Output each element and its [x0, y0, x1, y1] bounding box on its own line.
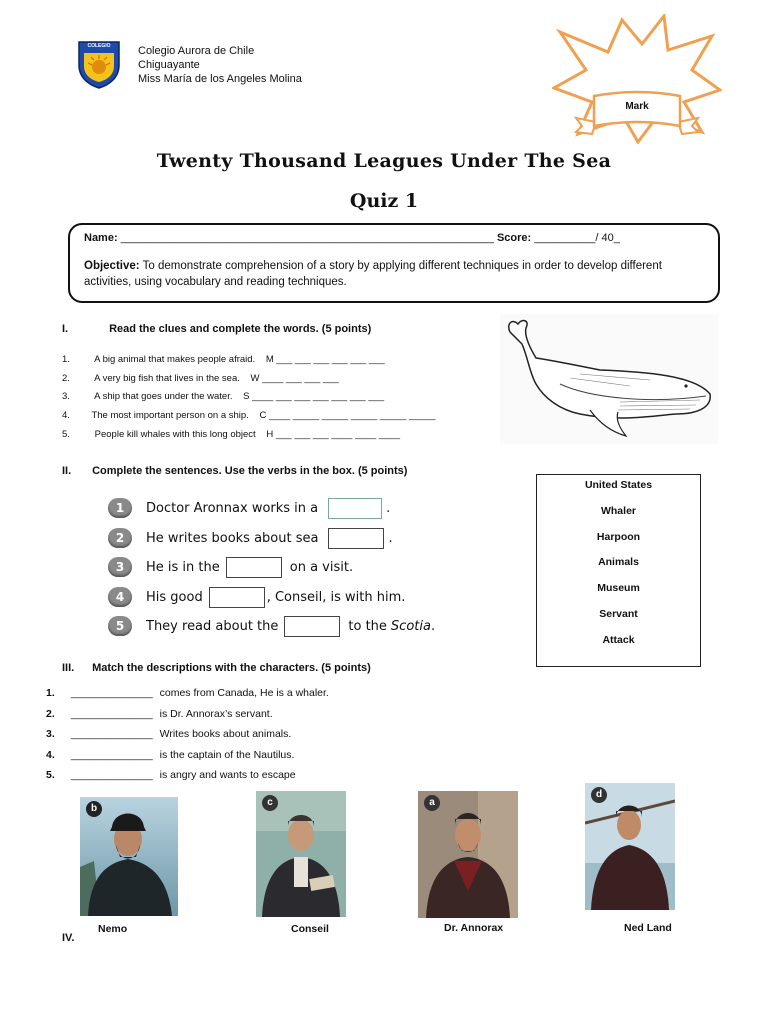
sentence-text: He writes books about sea — [146, 530, 319, 546]
match-blank[interactable]: ______________ — [70, 769, 153, 781]
objective-text: To demonstrate comprehension of a story by applying different techniques in order to develop different activities, using vocabulary and reading techniques. — [84, 260, 662, 288]
section-1-numeral: I. — [62, 323, 69, 335]
answer-box[interactable] — [209, 587, 265, 608]
answer-box[interactable] — [284, 616, 340, 637]
match-text: is the captain of the Nautilus. — [159, 749, 295, 761]
word-box-item: Servant — [599, 608, 638, 620]
word-box — [536, 474, 701, 667]
clue-number: 1. — [62, 354, 70, 365]
clue-number: 4. — [62, 410, 70, 421]
match-blank[interactable]: ______________ — [70, 708, 153, 720]
clue-row — [62, 354, 385, 365]
section-1-heading — [62, 323, 371, 335]
logo-text: COLEGIO — [87, 43, 111, 49]
match-row — [46, 687, 329, 699]
match-text: is Dr. Annorax’s servant. — [159, 708, 273, 720]
character-image-nemo — [80, 797, 178, 916]
clue-answer-blanks[interactable]: S ____ ___ ___ ___ ___ ___ ___ — [243, 391, 385, 402]
word-box-item: United States — [584, 479, 653, 491]
clue-row — [62, 429, 400, 440]
teacher-name: Miss María de los Angeles Molina — [138, 73, 302, 85]
match-blank[interactable]: ______________ — [70, 749, 153, 761]
name-label: Name: — [84, 232, 118, 244]
clue-text: People kill whales with this long object — [94, 429, 256, 440]
name-field[interactable]: _____________________________________________________________ — [120, 232, 494, 244]
sentence-end: on a visit. — [289, 559, 354, 575]
section-3-instruction: Match the descriptions with the characters. (5 points) — [92, 662, 371, 674]
match-text: Writes books about animals. — [159, 728, 292, 740]
answer-box[interactable] — [226, 557, 282, 578]
sentence-text: They read about the — [146, 618, 279, 634]
section-3-heading — [62, 662, 371, 674]
school-logo — [76, 39, 122, 89]
school-name: Colegio Aurora de Chile — [138, 45, 255, 57]
character-letter-badge: b — [86, 801, 102, 817]
sentence-row — [108, 497, 390, 519]
match-number: 2. — [46, 708, 55, 720]
clue-answer-blanks[interactable]: W ____ ___ ___ ___ — [250, 373, 339, 384]
sentence-row — [108, 527, 393, 549]
character-letter-badge: c — [262, 795, 278, 811]
mark-label: Mark — [625, 101, 649, 112]
match-number: 5. — [46, 769, 55, 781]
word-box-item: Attack — [602, 634, 635, 646]
sentence-row — [108, 556, 353, 578]
sentence-end: , Conseil, is with him. — [266, 589, 406, 605]
answer-box[interactable] — [328, 498, 382, 519]
clue-number: 3. — [62, 391, 70, 402]
quiz-title: Quiz 1 — [349, 190, 419, 212]
section-1-instruction: Read the clues and complete the words. (5 points) — [109, 323, 372, 335]
clue-text: The most important person on a ship. — [91, 410, 249, 421]
clue-answer-blanks[interactable]: H ___ ___ ___ ____ ____ ____ — [266, 429, 400, 440]
character-name-dr-annorax: Dr. Annorax — [444, 922, 504, 934]
score-field[interactable]: __________/ 40_ — [534, 232, 620, 244]
section-4-numeral: IV. — [62, 932, 75, 944]
match-blank[interactable]: ______________ — [70, 728, 153, 740]
sentence-text: to the — [348, 618, 387, 634]
character-image-ned-land — [585, 783, 675, 910]
section-2-instruction: Complete the sentences. Use the verbs in the box. (5 points) — [92, 465, 408, 477]
sentence-text: His good — [146, 589, 203, 605]
mark-star — [552, 14, 722, 144]
clue-number: 5. — [62, 429, 70, 440]
character-image-dr-annorax — [418, 791, 518, 918]
sentence-end: . — [430, 618, 436, 634]
character-name-ned-land: Ned Land — [624, 922, 672, 934]
character-name-nemo: Nemo — [98, 923, 128, 935]
sentence-text: He is in the — [146, 559, 220, 575]
match-row — [46, 728, 291, 740]
answer-box[interactable] — [328, 528, 384, 549]
clue-row — [62, 391, 384, 402]
whale-image — [500, 314, 718, 444]
match-number: 4. — [46, 749, 55, 761]
match-blank[interactable]: ______________ — [70, 687, 153, 699]
match-text: comes from Canada, He is a whaler. — [159, 687, 329, 699]
match-row — [46, 769, 296, 781]
school-header — [138, 44, 302, 86]
objective-label: Objective: — [84, 260, 140, 272]
sentence-number-badge: 5 — [108, 616, 132, 636]
match-row — [46, 708, 273, 720]
sentence-number-badge: 3 — [108, 557, 132, 577]
match-number: 1. — [46, 687, 55, 699]
sentence-row — [108, 586, 405, 608]
section-2-numeral: II. — [62, 465, 72, 477]
clue-row — [62, 410, 435, 421]
objective — [84, 258, 704, 290]
page-title: Twenty Thousand Leagues Under The Sea — [156, 150, 612, 172]
score-label: Score: — [496, 232, 532, 244]
match-row — [46, 749, 294, 761]
sentence-end: . — [386, 500, 391, 516]
sentence-number-badge: 1 — [108, 498, 132, 518]
sentence-row — [108, 615, 435, 637]
sentence-number-badge: 4 — [108, 587, 132, 607]
character-letter-badge: a — [424, 795, 440, 811]
section-2-heading — [62, 465, 407, 477]
word-box-item: Harpoon — [596, 531, 641, 543]
character-letter-badge: d — [591, 787, 607, 803]
word-box-item: Museum — [597, 582, 640, 594]
clue-text: A ship that goes under the water. — [94, 391, 233, 402]
sentence-number-badge: 2 — [108, 528, 132, 548]
word-box-item: Animals — [598, 556, 639, 568]
clue-number: 2. — [62, 373, 70, 384]
clue-row — [62, 373, 339, 384]
ship-name: Scotia — [390, 618, 431, 634]
name-score-line — [84, 232, 620, 244]
clue-answer-blanks[interactable]: C ____ _____ _____ _____ _____ _____ — [259, 410, 436, 421]
character-image-conseil — [256, 791, 346, 917]
section-3-numeral: III. — [62, 662, 75, 674]
school-city: Chiguayante — [138, 59, 200, 71]
match-text: is angry and wants to escape — [159, 769, 296, 781]
sentence-end: . — [388, 530, 393, 546]
clue-answer-blanks[interactable]: M ___ ___ ___ ___ ___ ___ — [265, 354, 385, 365]
word-box-item: Whaler — [600, 505, 636, 517]
clue-text: A big animal that makes people afraid. — [94, 354, 256, 365]
match-number: 3. — [46, 728, 55, 740]
clue-text: A very big fish that lives in the sea. — [94, 373, 240, 384]
character-name-conseil: Conseil — [291, 923, 329, 935]
sentence-text: Doctor Aronnax works in a — [146, 500, 319, 516]
